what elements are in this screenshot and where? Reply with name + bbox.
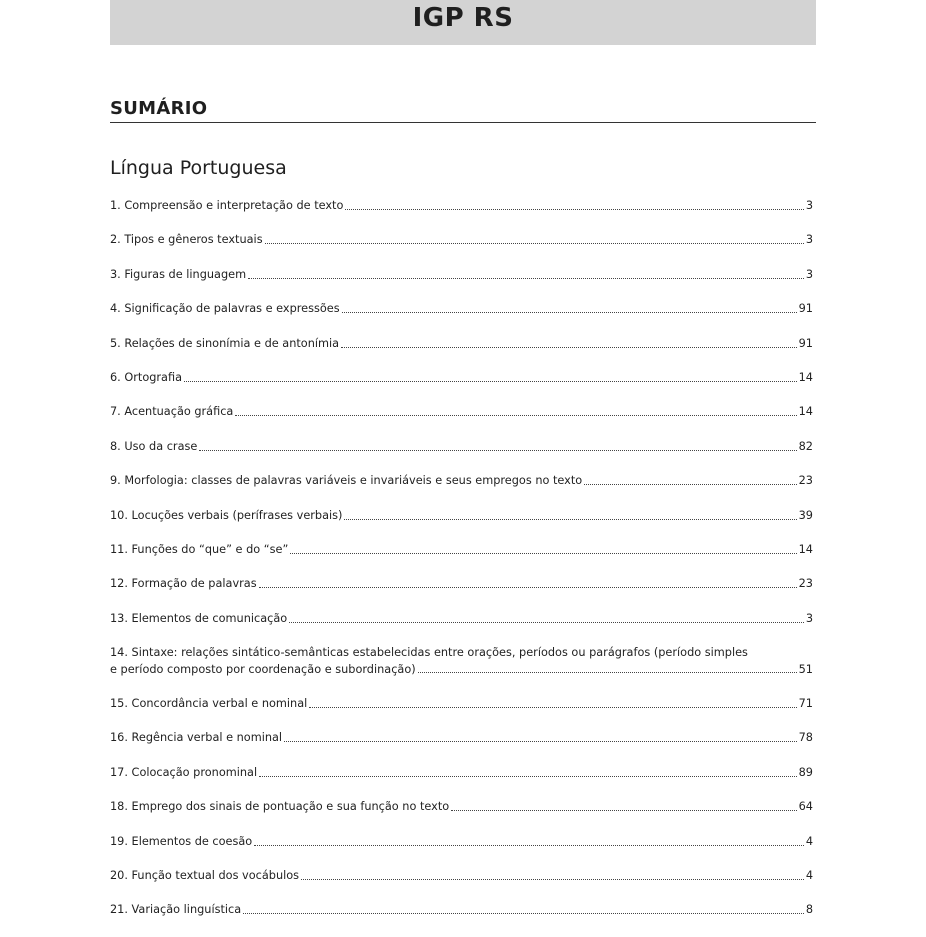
dot-leader (284, 730, 797, 742)
dot-leader (418, 661, 797, 673)
toc-entry-title: 13. Elementos de comunicação (110, 611, 288, 625)
toc-entry[interactable] (110, 576, 813, 610)
toc-entry-page: 14 (798, 370, 813, 384)
toc-entry-title: 12. Formação de palavras (110, 577, 257, 591)
toc-entry-title: 18. Emprego dos sinais de pontuação e sua função no texto (110, 800, 450, 814)
dot-leader (309, 696, 796, 708)
toc-entry-title: 9. Morfologia: classes de palavras variáveis e invariáveis e seus empregos no texto (110, 474, 583, 488)
dot-leader (584, 473, 796, 485)
toc-entry-continuation (110, 661, 813, 678)
toc-entry-page: 3 (805, 611, 813, 625)
toc-entry-page: 64 (798, 800, 813, 814)
toc-entry-title: 17. Colocação pronominal (110, 765, 258, 779)
toc-entry-title: 8. Uso da crase (110, 439, 198, 453)
toc-entry-title: 14. Sintaxe: relações sintático-semânticas estabelecidas entre orações, períodos ou parágrafos (período simples (110, 646, 748, 660)
toc-entry-page: 3 (805, 267, 813, 281)
toc-entry-page: 23 (798, 577, 813, 591)
dot-leader (199, 439, 796, 451)
toc-entry-page: 39 (798, 508, 813, 522)
header-band (110, 0, 816, 45)
dot-leader (259, 765, 797, 777)
toc-entry[interactable] (110, 542, 813, 576)
toc-entry[interactable] (110, 370, 813, 404)
toc-entry-title: 20. Função textual dos vocábulos (110, 869, 300, 883)
dot-leader (345, 198, 803, 210)
toc-entry-page: 8 (805, 903, 813, 917)
toc-entry[interactable] (110, 902, 813, 936)
toc-entry-title: 4. Significação de palavras e expressões (110, 302, 340, 316)
toc-entry[interactable] (110, 645, 813, 696)
toc-entry-page: 3 (805, 233, 813, 247)
dot-leader (254, 834, 804, 846)
dot-leader (184, 370, 797, 382)
dot-leader (301, 868, 804, 880)
toc-entry[interactable] (110, 730, 813, 764)
toc-entry[interactable] (110, 799, 813, 833)
toc-entry[interactable] (110, 267, 813, 301)
toc-entry[interactable] (110, 473, 813, 507)
toc-entry-title: 15. Concordância verbal e nominal (110, 697, 308, 711)
dot-leader (290, 542, 796, 554)
toc-entry-page: 3 (805, 199, 813, 212)
table-of-contents (110, 198, 813, 937)
toc-entry[interactable] (110, 404, 813, 438)
toc-entry-title: 10. Locuções verbais (perífrases verbais) (110, 508, 343, 522)
toc-entry-title: 21. Variação linguística (110, 903, 242, 917)
document-title: IGP RS (412, 2, 514, 33)
toc-entry-page: 78 (798, 731, 813, 745)
toc-entry-page: 91 (798, 302, 813, 316)
dot-leader (344, 508, 796, 520)
toc-entry[interactable] (110, 439, 813, 473)
toc-entry-title: 2. Tipos e gêneros textuais (110, 233, 263, 247)
toc-entry-page: 82 (798, 439, 813, 453)
toc-entry-page: 4 (805, 869, 813, 883)
toc-entry-title: 19. Elementos de coesão (110, 834, 253, 848)
toc-entry[interactable] (110, 765, 813, 799)
toc-entry-title-continued: e período composto por coordenação e subordinação) (110, 663, 416, 677)
toc-entry-page: 91 (798, 336, 813, 350)
toc-entry-title: 5. Relações de sinonímia e de antonímia (110, 336, 340, 350)
dot-leader (451, 799, 796, 811)
toc-entry[interactable] (110, 834, 813, 868)
dot-leader (243, 902, 804, 914)
toc-entry-page: 89 (798, 765, 813, 779)
toc-entry-title: 6. Ortografia (110, 370, 183, 384)
summary-divider (110, 122, 816, 123)
dot-leader (259, 576, 797, 588)
toc-entry-page: 51 (798, 663, 813, 677)
document-page (110, 0, 816, 926)
toc-entry-page: 23 (798, 474, 813, 488)
toc-entry-title: 3. Figuras de linguagem (110, 267, 247, 281)
toc-entry[interactable] (110, 336, 813, 370)
toc-entry-title: 7. Acentuação gráfica (110, 405, 234, 419)
toc-entry-title: 11. Funções do “que” e do “se” (110, 542, 289, 556)
section-title: Língua Portuguesa (110, 157, 287, 179)
toc-entry[interactable] (110, 696, 813, 730)
toc-entry[interactable] (110, 232, 813, 266)
toc-entry-page: 71 (798, 697, 813, 711)
dot-leader (341, 336, 797, 348)
toc-entry[interactable] (110, 868, 813, 902)
toc-entry[interactable] (110, 198, 813, 232)
dot-leader (342, 301, 797, 313)
toc-entry-page: 14 (798, 405, 813, 419)
summary-heading: SUMÁRIO (110, 98, 208, 119)
toc-entry[interactable] (110, 508, 813, 542)
dot-leader (289, 611, 804, 623)
dot-leader (248, 267, 804, 279)
toc-entry-body (110, 645, 813, 678)
toc-entry-title: 1. Compreensão e interpretação de texto (110, 199, 344, 212)
toc-entry-page: 4 (805, 834, 813, 848)
toc-entry-title: 16. Regência verbal e nominal (110, 731, 283, 745)
toc-entry[interactable] (110, 611, 813, 645)
dot-leader (235, 404, 796, 416)
dot-leader (265, 232, 804, 244)
toc-entry[interactable] (110, 301, 813, 335)
toc-entry-page: 14 (798, 542, 813, 556)
